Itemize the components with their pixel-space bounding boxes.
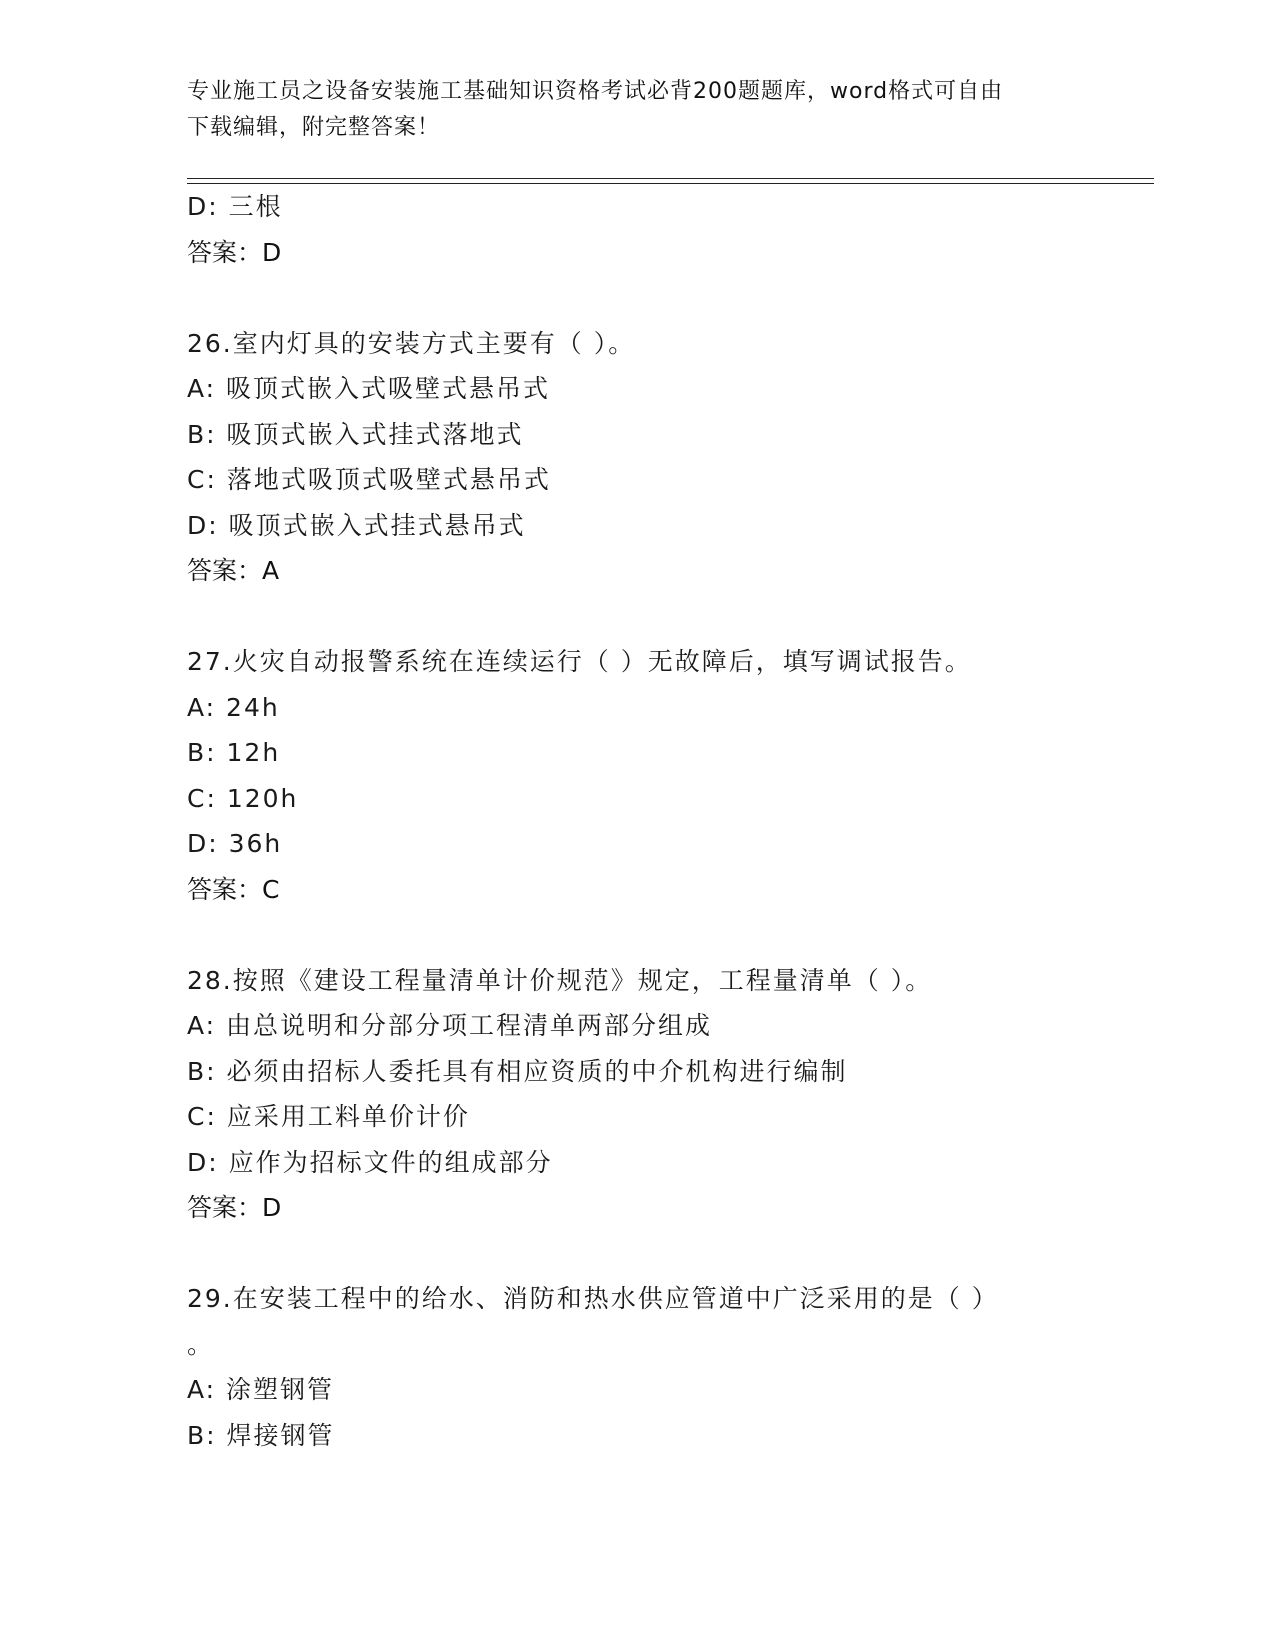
document-header [187,74,1087,146]
q26-option-d: D: 吸顶式嵌入式挂式悬吊式 [187,510,526,540]
q26-stem: 26.室内灯具的安装方式主要有（ ）。 [187,328,636,358]
q25-answer: 答案：D [187,237,282,267]
q27-option-c: C: 120h [187,783,299,813]
q29-option-a: A: 涂塑钢管 [187,1375,335,1404]
header-divider-top [187,178,1154,179]
q26-option-b: B: 吸顶式嵌入式挂式落地式 [187,419,524,449]
q29-stem-line-2: 。 [187,1329,215,1359]
q26-answer: 答案：A [187,556,280,585]
spacer [187,275,1147,321]
spacer [187,912,1147,958]
q26-option-a: A: 吸顶式嵌入式吸壁式悬吊式 [187,374,551,403]
q27-answer: 答案：C [187,874,280,904]
question-list [187,184,1147,1458]
q25-option-d: D: 三根 [187,192,283,221]
spacer [187,594,1147,640]
q28-option-c: C: 应采用工料单价计价 [187,1102,470,1131]
q29-stem-line-1: 29.在安装工程中的给水、消防和热水供应管道中广泛采用的是（ ） [187,1284,999,1313]
q26-option-c: C: 落地式吸顶式吸壁式悬吊式 [187,465,551,494]
q27-option-d: D: 36h [187,829,283,858]
q28-answer: 答案：D [187,1193,282,1222]
spacer [187,1231,1147,1277]
q28-option-d: D: 应作为招标文件的组成部分 [187,1147,553,1177]
q29-option-b: B: 焊接钢管 [187,1420,335,1450]
q28-stem: 28.按照《建设工程量清单计价规范》规定，工程量清单（ ）。 [187,965,933,995]
q27-stem: 27.火灾自动报警系统在连续运行（ ）无故障后，填写调试报告。 [187,647,972,676]
q28-option-a: A: 由总说明和分部分项工程清单两部分组成 [187,1011,713,1040]
header-title-line-1: 专业施工员之设备安装施工基础知识资格考试必背200题题库，word格式可自由 [187,79,1004,104]
q28-option-b: B: 必须由招标人委托具有相应资质的中介机构进行编制 [187,1056,848,1086]
q27-option-b: B: 12h [187,738,281,767]
header-title-line-2: 下载编辑，附完整答案！ [187,115,441,140]
q27-option-a: A: 24h [187,692,280,722]
